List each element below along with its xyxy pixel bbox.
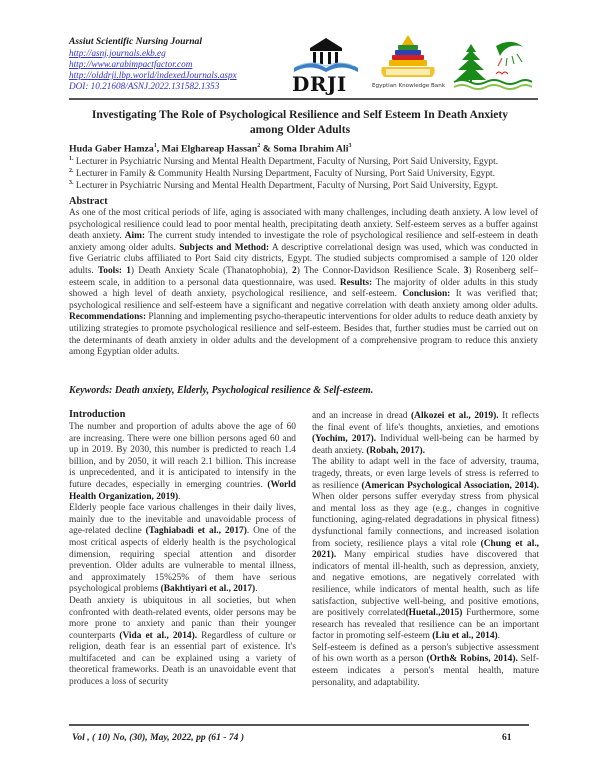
citation: (Vida et al., 2014).	[119, 630, 198, 641]
author-affil-ref: 1	[153, 143, 157, 149]
abstract-tool-1: ) Death Anxiety Scale (Thanatophobia),	[130, 265, 293, 276]
header-divider	[69, 98, 538, 100]
paragraph-text: .	[255, 584, 258, 595]
abstract-conclusion: It was verified that; psychological resilience and self-esteem have a significant and negative correlation with death anxiety among older adults.	[69, 289, 538, 311]
paragraph-text: Individual well-being can be harmed by death anxiety.	[312, 434, 539, 456]
author-name: Mai Elghareap Hassan	[161, 143, 258, 155]
citation: (Huetal.,2015)	[405, 608, 463, 619]
journal-link-arabimpact[interactable]: http://www.arabimpactfactor.com	[69, 58, 193, 69]
affiliation-text: Lecturer in Family & Community Health Nursing Department, Faculty of Nursing, Port Said University, Egypt.	[73, 169, 495, 180]
intro-paragraph	[312, 411, 539, 457]
paragraph-text: Death anxiety is ubiquitous in all societies, but when confronted with death-related events, older persons may be more prone to anxiety and panic than their younger counterparts	[69, 595, 296, 641]
affiliation-2	[69, 168, 495, 179]
page-number: 61	[502, 732, 512, 743]
introduction-heading: Introduction	[69, 409, 126, 420]
citation: (Liu et al., 2014)	[432, 631, 498, 642]
paragraph-text: It reflects the final event of life's thoughts, anxieties, and emotions	[312, 411, 540, 433]
abstract-tool-2: ) The Connor-Davidson Resilience Scale.	[296, 265, 464, 276]
citation: (Yochim, 2017).	[312, 434, 377, 445]
citation: (Alkozei et al., 2019).	[411, 411, 499, 421]
affiliation-number: 1.	[69, 156, 74, 162]
arab-impact-factor-logo	[452, 36, 532, 92]
paragraph-text: The ability to adapt well in the face of adversity, trauma, tragedy, threats, or even large levels of stress is referred to as resilience	[312, 457, 539, 491]
ekb-label: Egyptian Knowledge Bank	[372, 83, 446, 89]
citation: (Taghiabadi et al., 2017)	[145, 526, 247, 537]
author-name: Soma Ibrahim Ali	[273, 143, 349, 155]
article-title	[60, 108, 540, 137]
drji-logo	[290, 34, 362, 94]
abstract-aim: The current study intended to investigate the role of psychological resilience and self-esteem in death anxiety among older adults.	[69, 231, 538, 253]
intro-paragraph	[312, 457, 539, 643]
journal-header	[69, 36, 289, 93]
indexing-logos	[290, 30, 550, 95]
intro-right-column	[312, 411, 539, 689]
affiliation-text: Lecturer in Psychiatric Nursing and Mental Health Department, Faculty of Nursing, Port Said University, Egypt.	[73, 181, 499, 192]
paragraph-text: . One of the most critical aspects of elderly health is the psychological dimension, requiring special attention and disorder prevention. Older adults are vulnerable to mental illness, and approximately 15%25% of them have serious psychological problems	[69, 526, 296, 595]
abstract-intro: As one of the most critical periods of life, aging is associated with many challenges, including death anxiety. A low level of psychological resilience could lead to poor mental health, precipitating death anxiety. Self-esteem serves as a buffer against death anxiety.	[69, 208, 538, 242]
citation: (Orth& Robins, 2014).	[426, 654, 518, 665]
author-affil-ref: 3	[348, 143, 352, 149]
abstract-results: The majority of older adults in this study showed a high level of death anxiety, psychological resilience, and self-esteem.	[69, 277, 538, 300]
paragraph-text: Self-esteem is defined as a person's subjective assessment of his own worth as a person	[312, 642, 539, 665]
doi: DOI: 10.21608/ASNJ.2022.131582.1353	[69, 81, 220, 92]
abstract-conclusion-label: Conclusion:	[402, 289, 451, 300]
paragraph-text: The number and proportion of adults above the age of 60 are increasing. There were one billion persons aged 60 and up in 2019. By 2030, this number is predicted to reach 1.4 billion, and by 2050, it will reach 2.1 billion. This increase is unprecedented, and it is anticipated to intensify in the future decades, especially in emerging countries.	[69, 422, 296, 490]
affiliation-3	[69, 180, 498, 191]
citation: (American Psychological Association, 2014).	[361, 480, 539, 491]
tree-sun-icon	[452, 36, 532, 92]
ekb-logo	[372, 33, 444, 95]
paragraph-text: Elderly people face various challenges in their daily lives, mainly due to the inevitable and unavoidable process of age-related decline	[69, 503, 296, 537]
author-name: Huda Gaber Hamza	[69, 143, 154, 155]
tool-number: 3	[463, 265, 469, 276]
abstract-method-label: Subjects and Method:	[179, 242, 270, 253]
citation: (Chung et al., 2021).	[312, 538, 540, 561]
paragraph-text: Furthermore, some research has revealed that resilience can be an important factor in promoting self-esteem	[312, 608, 539, 642]
intro-paragraph	[69, 596, 296, 689]
books-stack-icon	[372, 33, 444, 81]
paragraph-text: .	[497, 631, 500, 642]
citation: (Bakhtiyari et al., 2017)	[160, 584, 256, 595]
affiliation-number: 2.	[69, 168, 74, 174]
paragraph-text: .	[178, 491, 181, 502]
title-line-1: Investigating The Role of Psychological Resilience and Self Esteem In Death Anxiety	[91, 108, 509, 121]
abstract-aim-label: Aim:	[124, 231, 146, 242]
abstract-recommendations-label: Recommendations:	[69, 312, 147, 323]
intro-paragraph	[69, 503, 296, 596]
tool-number: 1	[122, 265, 131, 276]
abstract-method: A descriptive correlational design was used, which was conducted in five Geriatric clubs affiliated to Port Said city districts, Egypt. The studied subjects compromised a sample of 120 older adults.	[69, 242, 538, 276]
keywords: Keywords: Death anxiety, Elderly, Psychological resilience & Self-esteem.	[69, 385, 374, 396]
paragraph-text: Self-esteem indicates a person's mental health, mature personality, and adaptability.	[312, 654, 539, 688]
intro-left-column	[69, 409, 296, 689]
paragraph-text: When older persons suffer everyday stress from physical and mental loss as they age (e.g., changes in cognitive functioning, aging-related degradations in physical fitness) dysfunctional family connections, and increased isolation from society, resilience plays a vital role	[312, 492, 539, 549]
abstract-body	[69, 208, 538, 359]
affiliation-number: 3.	[69, 180, 74, 186]
affiliation-1	[69, 156, 498, 167]
title-line-2: among Older Adults	[249, 122, 351, 136]
author-list	[69, 143, 351, 154]
tool-number: 2	[292, 265, 297, 276]
intro-paragraph	[69, 422, 296, 503]
abstract-recommendations: Planning and implementing psycho-therapeutic interventions for older adults to reduce death anxiety by utilizing strategies to promote psychological resilience and self-esteem. Besides that, further studies must be carried out on the determinants of death anxiety in older adults and the development of a comprehensive program to reduce this anxiety among Egyptian older adults.	[69, 312, 538, 358]
abstract-tools-label: Tools:	[97, 265, 123, 276]
affiliation-text: Lecturer in Psychiatric Nursing and Mental Health Department, Faculty of Nursing, Port Said University, Egypt.	[73, 157, 499, 168]
paragraph-text: and an increase in dread	[312, 411, 412, 421]
journal-name: Assiut Scientific Nursing Journal	[69, 36, 203, 47]
drji-label: DRJI	[292, 72, 347, 96]
citation: (Robah, 2017).	[366, 445, 425, 456]
journal-link-asnj[interactable]: http://asnj.journals.ekb.eg	[69, 47, 166, 58]
abstract-heading: Abstract	[69, 196, 108, 207]
journal-link-drji[interactable]: http://olddrji.lbp.world/indexedJournals.aspx	[69, 70, 237, 81]
volume-info: Vol , ( 10) No, (30), May, 2022, pp (61 - 74 )	[72, 732, 245, 743]
author-separator: ,	[156, 143, 162, 155]
footer-divider	[69, 724, 529, 726]
citation: (World Health Organization, 2019)	[69, 479, 296, 502]
abstract-results-label: Results:	[339, 277, 373, 288]
intro-paragraph	[312, 643, 539, 689]
abstract-tool-3: ) Rosenberg self–esteem scale, in addition to a personal data questionnaire, was used.	[69, 265, 539, 288]
author-separator: &	[260, 143, 274, 155]
paragraph-text: Many empirical studies have discovered that indicators of mental ill-health, such as depression, anxiety, and negative emotions, are negatively correlated with resilience, while indicators of mental health, such as life satisfaction, subjective well-being, and positive emotions, are positively correlated	[312, 550, 539, 619]
paragraph-text: Regardless of culture or religion, death fear is an essential part of existence. It's multifaceted and can be explained using a variety of theoretical frameworks. Death is an unavoidable event that produces a loss of security	[69, 630, 296, 688]
author-affil-ref: 2	[257, 143, 261, 149]
